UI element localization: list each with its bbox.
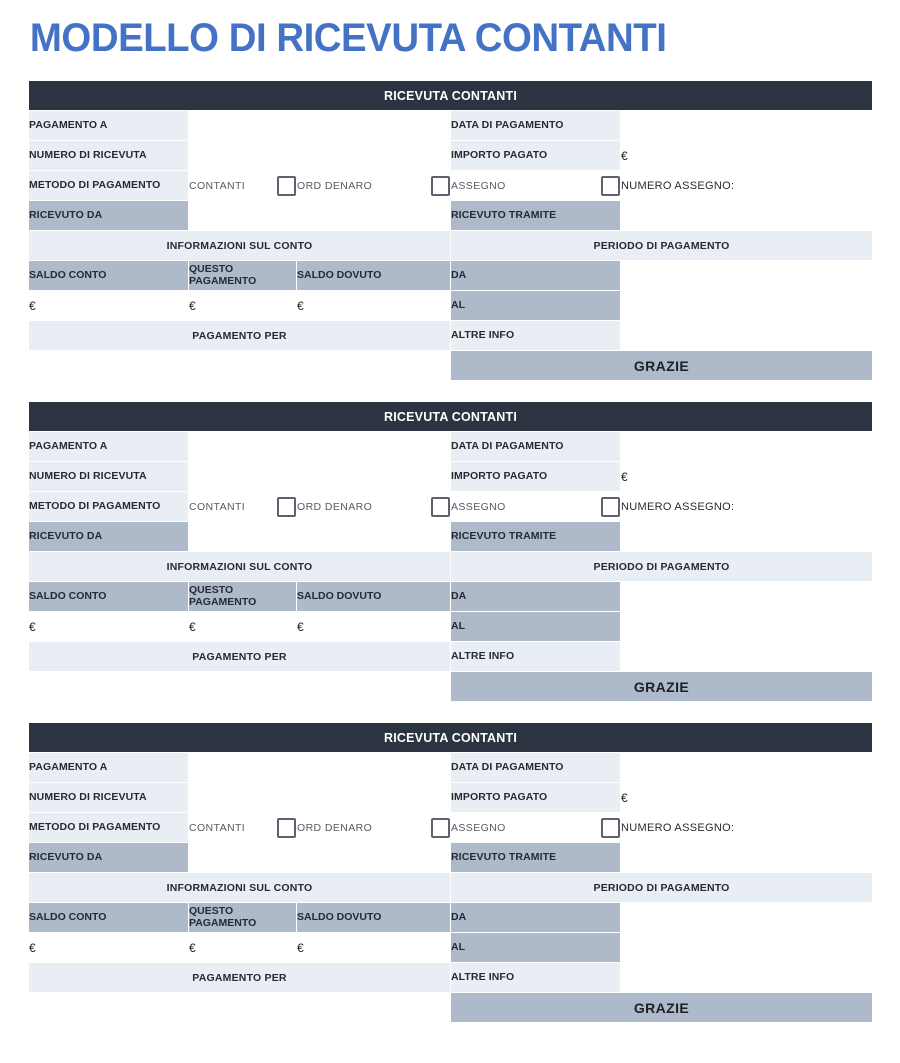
option-assegno-label: ASSEGNO bbox=[451, 179, 506, 192]
input-questo-pagamento[interactable]: € bbox=[189, 612, 297, 642]
receipt-block-3 bbox=[28, 722, 873, 1023]
input-saldo-conto[interactable]: € bbox=[29, 612, 189, 642]
label-importo-pagato: IMPORTO PAGATO bbox=[451, 783, 621, 813]
input-altre-info[interactable] bbox=[621, 321, 873, 351]
input-ricevuto-tramite[interactable] bbox=[621, 522, 873, 552]
input-al[interactable] bbox=[621, 291, 873, 321]
input-questo-pagamento[interactable]: € bbox=[189, 933, 297, 963]
input-da[interactable] bbox=[621, 903, 873, 933]
section-title-pagamento-per: PAGAMENTO PER bbox=[29, 642, 451, 672]
colheader-saldo-dovuto: SALDO DOVUTO bbox=[297, 582, 451, 612]
option-contanti-label: CONTANTI bbox=[189, 821, 246, 834]
option-contanti[interactable] bbox=[189, 492, 297, 522]
checkbox-assegno-icon[interactable] bbox=[601, 497, 620, 517]
checkbox-contanti-icon[interactable] bbox=[277, 497, 296, 517]
option-ord-denaro[interactable] bbox=[297, 492, 451, 522]
checkbox-ord-denaro-icon[interactable] bbox=[431, 497, 450, 517]
input-saldo-conto[interactable]: € bbox=[29, 291, 189, 321]
input-ricevuto-da[interactable] bbox=[189, 843, 451, 873]
colheader-questo-pagamento: QUESTO PAGAMENTO bbox=[189, 582, 297, 612]
option-ord-denaro-label: ORD DENARO bbox=[297, 179, 373, 192]
label-importo-pagato: IMPORTO PAGATO bbox=[451, 141, 621, 171]
option-ord-denaro-label: ORD DENARO bbox=[297, 500, 373, 513]
label-pagamento-a: PAGAMENTO A bbox=[29, 432, 189, 462]
option-assegno[interactable] bbox=[451, 171, 621, 201]
input-numero-di-ricevuta[interactable] bbox=[189, 141, 451, 171]
input-numero-assegno[interactable]: NUMERO ASSEGNO: bbox=[621, 813, 873, 843]
input-altre-info[interactable] bbox=[621, 963, 873, 993]
input-importo-pagato[interactable]: € bbox=[621, 141, 873, 171]
option-assegno[interactable] bbox=[451, 492, 621, 522]
input-da[interactable] bbox=[621, 582, 873, 612]
label-da: DA bbox=[451, 582, 621, 612]
input-pagamento-a[interactable] bbox=[189, 111, 451, 141]
input-pagamento-per[interactable] bbox=[29, 993, 451, 1023]
label-da: DA bbox=[451, 261, 621, 291]
section-title-informazioni-sul-conto: INFORMAZIONI SUL CONTO bbox=[29, 873, 451, 903]
label-ricevuto-da: RICEVUTO DA bbox=[29, 522, 189, 552]
label-metodo-di-pagamento: METODO DI PAGAMENTO bbox=[29, 492, 189, 522]
option-contanti[interactable] bbox=[189, 813, 297, 843]
input-saldo-dovuto[interactable]: € bbox=[297, 291, 451, 321]
receipt-header-bar: RICEVUTA CONTANTI bbox=[29, 723, 873, 753]
section-title-informazioni-sul-conto: INFORMAZIONI SUL CONTO bbox=[29, 231, 451, 261]
section-title-informazioni-sul-conto: INFORMAZIONI SUL CONTO bbox=[29, 552, 451, 582]
input-altre-info[interactable] bbox=[621, 642, 873, 672]
section-title-periodo-di-pagamento: PERIODO DI PAGAMENTO bbox=[451, 552, 873, 582]
colheader-questo-pagamento: QUESTO PAGAMENTO bbox=[189, 261, 297, 291]
receipt-block-1 bbox=[28, 80, 873, 381]
label-metodo-di-pagamento: METODO DI PAGAMENTO bbox=[29, 813, 189, 843]
checkbox-contanti-icon[interactable] bbox=[277, 176, 296, 196]
option-contanti-label: CONTANTI bbox=[189, 179, 246, 192]
input-da[interactable] bbox=[621, 261, 873, 291]
section-title-periodo-di-pagamento: PERIODO DI PAGAMENTO bbox=[451, 873, 873, 903]
input-pagamento-a[interactable] bbox=[189, 753, 451, 783]
input-ricevuto-tramite[interactable] bbox=[621, 201, 873, 231]
label-da: DA bbox=[451, 903, 621, 933]
label-al: AL bbox=[451, 933, 621, 963]
thanks-banner: GRAZIE bbox=[451, 351, 873, 381]
input-questo-pagamento[interactable]: € bbox=[189, 291, 297, 321]
colheader-saldo-conto: SALDO CONTO bbox=[29, 261, 189, 291]
label-altre-info: ALTRE INFO bbox=[451, 642, 621, 672]
input-saldo-conto[interactable]: € bbox=[29, 933, 189, 963]
label-pagamento-a: PAGAMENTO A bbox=[29, 111, 189, 141]
input-numero-di-ricevuta[interactable] bbox=[189, 462, 451, 492]
input-al[interactable] bbox=[621, 933, 873, 963]
colheader-saldo-dovuto: SALDO DOVUTO bbox=[297, 261, 451, 291]
input-data-di-pagamento[interactable] bbox=[621, 111, 873, 141]
input-saldo-dovuto[interactable]: € bbox=[297, 933, 451, 963]
option-assegno[interactable] bbox=[451, 813, 621, 843]
input-pagamento-per[interactable] bbox=[29, 351, 451, 381]
label-importo-pagato: IMPORTO PAGATO bbox=[451, 462, 621, 492]
receipt-header-bar: RICEVUTA CONTANTI bbox=[29, 81, 873, 111]
label-ricevuto-tramite: RICEVUTO TRAMITE bbox=[451, 522, 621, 552]
label-al: AL bbox=[451, 291, 621, 321]
label-ricevuto-tramite: RICEVUTO TRAMITE bbox=[451, 843, 621, 873]
input-importo-pagato[interactable]: € bbox=[621, 462, 873, 492]
label-numero-di-ricevuta: NUMERO DI RICEVUTA bbox=[29, 783, 189, 813]
checkbox-contanti-icon[interactable] bbox=[277, 818, 296, 838]
input-importo-pagato[interactable]: € bbox=[621, 783, 873, 813]
input-numero-di-ricevuta[interactable] bbox=[189, 783, 451, 813]
input-data-di-pagamento[interactable] bbox=[621, 432, 873, 462]
thanks-banner: GRAZIE bbox=[451, 993, 873, 1023]
checkbox-ord-denaro-icon[interactable] bbox=[431, 818, 450, 838]
input-saldo-dovuto[interactable]: € bbox=[297, 612, 451, 642]
label-metodo-di-pagamento: METODO DI PAGAMENTO bbox=[29, 171, 189, 201]
label-altre-info: ALTRE INFO bbox=[451, 321, 621, 351]
option-contanti[interactable] bbox=[189, 171, 297, 201]
label-al: AL bbox=[451, 612, 621, 642]
label-data-di-pagamento: DATA DI PAGAMENTO bbox=[451, 111, 621, 141]
label-data-di-pagamento: DATA DI PAGAMENTO bbox=[451, 432, 621, 462]
input-numero-assegno[interactable]: NUMERO ASSEGNO: bbox=[621, 492, 873, 522]
receipt-header-bar: RICEVUTA CONTANTI bbox=[29, 402, 873, 432]
receipt-block-2 bbox=[28, 401, 873, 702]
colheader-saldo-dovuto: SALDO DOVUTO bbox=[297, 903, 451, 933]
label-data-di-pagamento: DATA DI PAGAMENTO bbox=[451, 753, 621, 783]
page-title: MODELLO DI RICEVUTA CONTANTI bbox=[29, 16, 667, 60]
section-title-pagamento-per: PAGAMENTO PER bbox=[29, 963, 451, 993]
input-data-di-pagamento[interactable] bbox=[621, 753, 873, 783]
input-ricevuto-da[interactable] bbox=[189, 201, 451, 231]
checkbox-assegno-icon[interactable] bbox=[601, 176, 620, 196]
thanks-banner: GRAZIE bbox=[451, 672, 873, 702]
label-pagamento-a: PAGAMENTO A bbox=[29, 753, 189, 783]
option-ord-denaro-label: ORD DENARO bbox=[297, 821, 373, 834]
option-contanti-label: CONTANTI bbox=[189, 500, 246, 513]
input-numero-assegno[interactable]: NUMERO ASSEGNO: bbox=[621, 171, 873, 201]
label-ricevuto-tramite: RICEVUTO TRAMITE bbox=[451, 201, 621, 231]
input-ricevuto-da[interactable] bbox=[189, 522, 451, 552]
input-pagamento-a[interactable] bbox=[189, 432, 451, 462]
section-title-periodo-di-pagamento: PERIODO DI PAGAMENTO bbox=[451, 231, 873, 261]
checkbox-ord-denaro-icon[interactable] bbox=[431, 176, 450, 196]
input-al[interactable] bbox=[621, 612, 873, 642]
label-numero-di-ricevuta: NUMERO DI RICEVUTA bbox=[29, 141, 189, 171]
input-pagamento-per[interactable] bbox=[29, 672, 451, 702]
option-assegno-label: ASSEGNO bbox=[451, 500, 506, 513]
section-title-pagamento-per: PAGAMENTO PER bbox=[29, 321, 451, 351]
option-assegno-label: ASSEGNO bbox=[451, 821, 506, 834]
colheader-saldo-conto: SALDO CONTO bbox=[29, 903, 189, 933]
receipt-list bbox=[28, 80, 872, 1023]
option-ord-denaro[interactable] bbox=[297, 813, 451, 843]
label-ricevuto-da: RICEVUTO DA bbox=[29, 843, 189, 873]
checkbox-assegno-icon[interactable] bbox=[601, 818, 620, 838]
option-ord-denaro[interactable] bbox=[297, 171, 451, 201]
label-altre-info: ALTRE INFO bbox=[451, 963, 621, 993]
colheader-questo-pagamento: QUESTO PAGAMENTO bbox=[189, 903, 297, 933]
input-ricevuto-tramite[interactable] bbox=[621, 843, 873, 873]
colheader-saldo-conto: SALDO CONTO bbox=[29, 582, 189, 612]
label-ricevuto-da: RICEVUTO DA bbox=[29, 201, 189, 231]
label-numero-di-ricevuta: NUMERO DI RICEVUTA bbox=[29, 462, 189, 492]
